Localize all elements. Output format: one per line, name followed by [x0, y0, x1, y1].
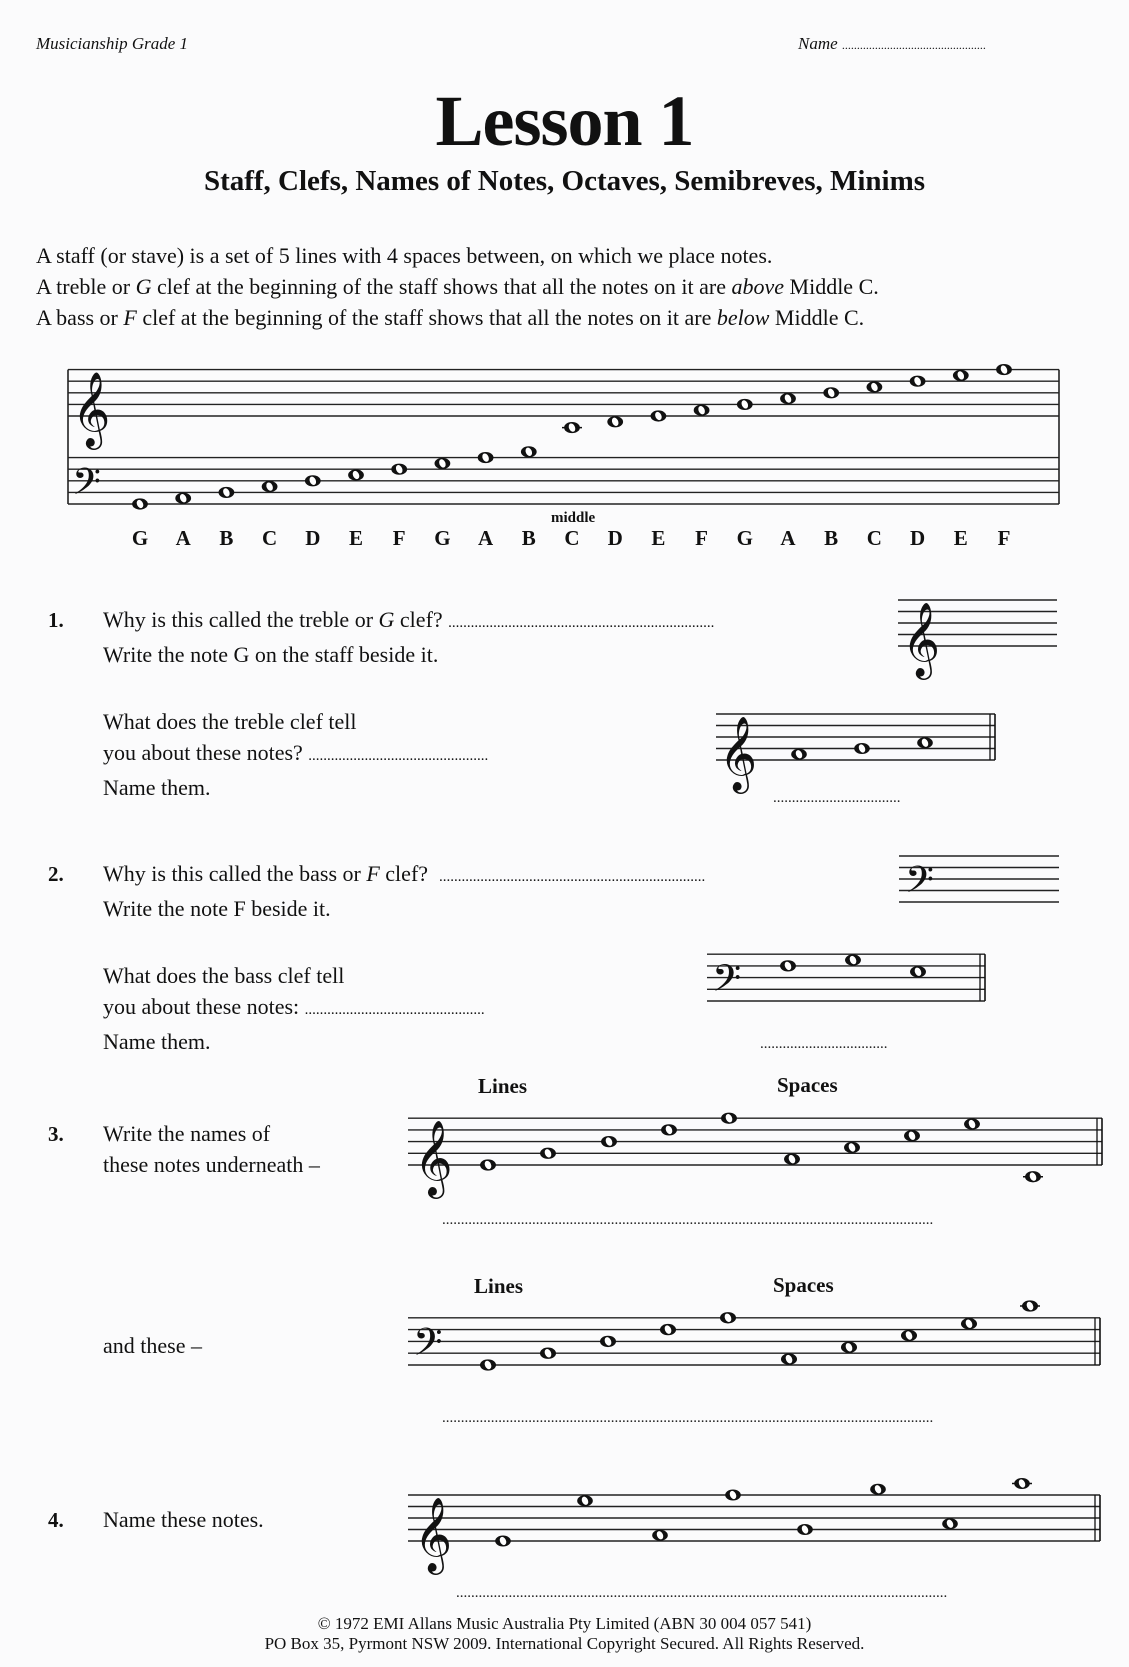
note-name-label: E: [953, 526, 968, 550]
q3-bass-answer-blank[interactable]: ...................................................................................................................................: [442, 1410, 934, 1426]
treble-clef-icon: 𝄞: [719, 715, 758, 791]
q3-bass-note: [720, 1312, 736, 1323]
q1-names-blank[interactable]: ..................................: [773, 790, 901, 806]
q3-bass-note: [480, 1359, 496, 1370]
q4-note: [1012, 1478, 1032, 1489]
q3-bass-note: [1020, 1300, 1040, 1311]
name-blank[interactable]: ................................................: [841, 38, 986, 52]
q3-treble-note: [784, 1154, 800, 1165]
intro-line-2: A treble or G clef at the beginning of the staff shows that all the notes on it are above Middle C.: [36, 274, 879, 299]
q1-notes-staff: [716, 714, 995, 760]
grand-staff-note: [262, 481, 278, 492]
q3-treble-note: [964, 1118, 980, 1129]
intro-line-1: A staff (or stave) is a set of 5 lines with 4 spaces between, on which we place notes.: [36, 243, 773, 268]
grand-staff-note: [607, 416, 623, 427]
question-3-text: Write the names of these notes underneath –: [103, 1121, 320, 1177]
grand-staff-note: [305, 475, 321, 486]
q3-treble-note: [601, 1136, 617, 1147]
bass-clef-icon: 𝄢: [712, 956, 742, 1010]
q1-note: [917, 737, 933, 748]
q3-bass-staff: [408, 1318, 1100, 1365]
q4-note: [495, 1535, 511, 1546]
note-name-label: A: [175, 526, 191, 550]
note-name-label: G: [434, 526, 451, 550]
q4-note: [870, 1484, 886, 1495]
note-name-label: B: [219, 526, 234, 550]
q4-note: [577, 1495, 593, 1506]
treble-clef-icon: 𝄞: [414, 1120, 453, 1197]
note-name-label: D: [910, 526, 926, 550]
note-name-label: E: [651, 526, 666, 550]
question-4-number: 4.: [48, 1508, 64, 1532]
note-name-label: D: [305, 526, 321, 550]
q3-bass-note: [781, 1353, 797, 1364]
q1-note: [791, 749, 807, 760]
note-name-label: C: [262, 526, 278, 550]
q3-treble-note: [480, 1159, 496, 1170]
bass-clef-icon: 𝄢: [72, 459, 102, 513]
q3-treble-note: [540, 1148, 556, 1159]
q4-note: [942, 1518, 958, 1529]
note-name-label: B: [521, 526, 536, 550]
q3-treble-note: [721, 1113, 737, 1124]
q2-note: [780, 960, 796, 971]
question-1-number: 1.: [48, 608, 64, 632]
note-name-label: F: [392, 526, 406, 550]
note-name-label: F: [997, 526, 1011, 550]
grand-staff-note: [562, 422, 582, 433]
grand-staff-note: [780, 393, 796, 404]
question-2-text: Why is this called the bass or F clef? ....................................................................... Write the note F beside it.: [103, 861, 706, 921]
treble-clef-icon: 𝄞: [902, 601, 941, 677]
grand-staff-note: [996, 364, 1012, 375]
question-4-text: Name these notes.: [103, 1507, 264, 1532]
note-name-label: G: [131, 526, 149, 550]
q1-sub-answer-blank[interactable]: ................................................: [308, 748, 489, 764]
grand-staff-note: [175, 493, 191, 504]
q3-treble-answer-blank[interactable]: ...................................................................................................................................: [442, 1212, 934, 1228]
lesson-title: Lesson 1: [435, 81, 694, 161]
note-name-label: D: [607, 526, 623, 550]
q3-bass-note: [901, 1330, 917, 1341]
grand-staff-note: [867, 381, 883, 392]
copyright-footer: © 1972 EMI Allans Music Australia Pty Limited (ABN 30 004 057 541) PO Box 35, Pyrmont NSW 2009. International Copyright Secured. All Rights Reserved.: [264, 1614, 865, 1653]
q4-staff: [408, 1495, 1100, 1541]
q2-note: [910, 966, 926, 977]
q2-answer-blank[interactable]: .......................................................................: [439, 869, 706, 885]
grand-staff-note: [694, 405, 710, 416]
question-1-text: Why is this called the treble or G clef? ....................................................................... Write the note G on the staff beside it.: [103, 607, 715, 667]
note-name-label: B: [824, 526, 839, 550]
q3-bass-lines-label: Lines: [474, 1274, 524, 1298]
lesson-subtitle: Staff, Clefs, Names of Notes, Octaves, Semibreves, Minims: [203, 165, 926, 197]
q3-bass-note: [660, 1324, 676, 1335]
q3-bass-spaces-label: Spaces: [773, 1273, 834, 1297]
q3-bass-note: [600, 1336, 616, 1347]
grand-staff-note: [435, 458, 451, 469]
course-name: Musicianship Grade 1: [36, 34, 189, 53]
q2-note: [845, 954, 861, 965]
note-name-label: C: [866, 526, 882, 550]
grand-staff-note: [823, 387, 839, 398]
middle-c-label: middle: [551, 510, 596, 526]
note-name-label: A: [478, 526, 494, 550]
q3-treble-staff: [408, 1118, 1102, 1165]
grand-staff-note: [910, 376, 926, 387]
note-name-label: E: [348, 526, 363, 550]
q4-answer-blank[interactable]: ...................................................................................................................................: [456, 1585, 948, 1601]
q2-names-blank[interactable]: ..................................: [760, 1036, 888, 1052]
note-name-label: C: [564, 526, 580, 550]
q4-note: [725, 1489, 741, 1500]
q3-treble-note: [844, 1142, 860, 1153]
grand-staff-note: [132, 498, 148, 509]
bass-clef-icon: 𝄢: [413, 1319, 443, 1374]
grand-staff-note: [953, 370, 969, 381]
q3-bass-note: [841, 1342, 857, 1353]
treble-clef-icon: 𝄞: [72, 372, 111, 448]
grand-staff-note: [391, 464, 407, 475]
grand-staff-note: [521, 446, 537, 457]
q2-sub-answer-blank[interactable]: ................................................: [304, 1002, 485, 1018]
grand-staff-note: [737, 399, 753, 410]
question-2-number: 2.: [48, 862, 64, 886]
intro-line-3: A bass or F clef at the beginning of the staff shows that all the notes on it are below Middle C.: [36, 305, 865, 330]
q4-note: [652, 1530, 668, 1541]
and-these-text: and these –: [103, 1333, 202, 1358]
grand-staff-note: [219, 487, 235, 498]
note-name-label: F: [695, 526, 708, 550]
q4-note: [797, 1524, 813, 1535]
q3-treble-note: [661, 1124, 677, 1135]
q3-spaces-label: Spaces: [777, 1073, 838, 1097]
q1-answer-blank[interactable]: .......................................................................: [448, 615, 715, 631]
note-name-label: A: [780, 526, 796, 550]
question-3-number: 3.: [48, 1122, 64, 1146]
q3-treble-note: [904, 1130, 920, 1141]
q1-note: [854, 743, 870, 754]
grand-staff-bass: [68, 458, 1059, 504]
grand-staff-note: [651, 410, 667, 421]
note-name-label: G: [736, 526, 753, 550]
question-2-sub-text: What does the bass clef tell you about these notes: ................................................ Name them.: [103, 963, 485, 1054]
bass-clef-icon: 𝄢: [905, 857, 934, 911]
q3-lines-label: Lines: [478, 1074, 528, 1098]
q3-bass-note: [540, 1348, 556, 1359]
name-label: Name: [798, 34, 838, 53]
grand-staff-note: [478, 452, 494, 463]
q3-treble-note: [1023, 1171, 1043, 1182]
grand-staff-note: [348, 469, 364, 480]
treble-clef-icon: 𝄞: [414, 1496, 453, 1572]
q3-bass-note: [961, 1318, 977, 1329]
question-1-sub-text: What does the treble clef tell you about these notes? ................................................ Name them.: [103, 709, 489, 800]
grand-staff-treble: [68, 370, 1059, 416]
